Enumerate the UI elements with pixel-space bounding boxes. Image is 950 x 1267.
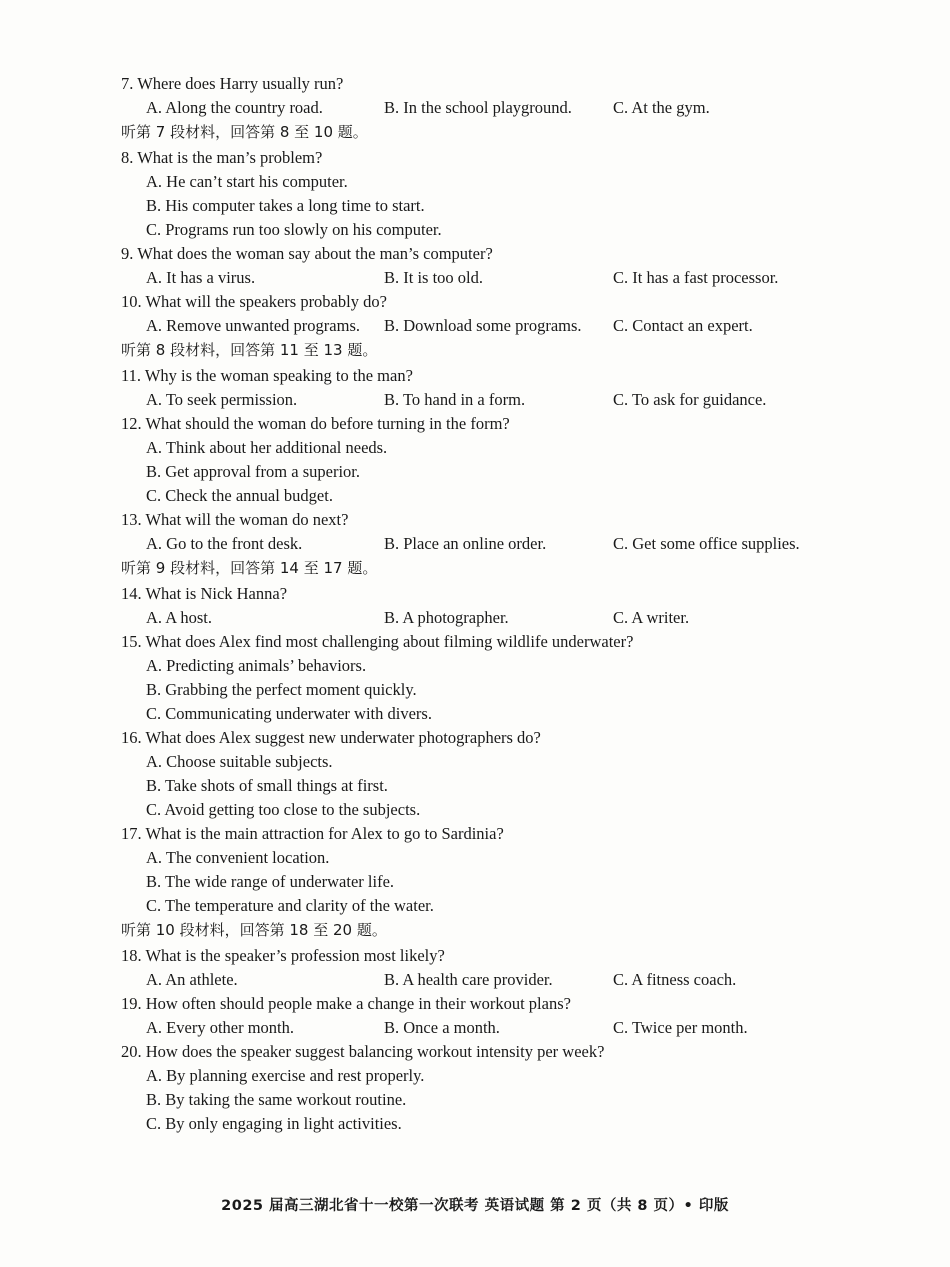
question-11-options	[0, 388, 950, 412]
option-a: A. Predicting animals’ behaviors.	[146, 656, 367, 675]
option-a: A. Think about her additional needs.	[146, 438, 388, 457]
question-13-options	[0, 532, 950, 556]
option-b: B. To hand in a form.	[384, 390, 526, 409]
question-12	[0, 412, 950, 436]
question-16-option-c	[0, 798, 950, 822]
section-header-7	[0, 120, 950, 144]
option-b: B. A health care provider.	[384, 970, 553, 989]
option-a: A. An athlete.	[146, 970, 238, 989]
option-b: B. It is too old.	[384, 268, 484, 287]
question-20-option-c	[0, 1112, 950, 1136]
question-18	[0, 944, 950, 968]
question-12-option-a	[0, 436, 950, 460]
question-16	[0, 726, 950, 750]
question-13	[0, 508, 950, 532]
option-a: A. Go to the front desk.	[146, 534, 303, 553]
option-c: C. A writer.	[613, 608, 690, 627]
option-c: C. At the gym.	[613, 98, 710, 117]
option-b: B. In the school playground.	[384, 98, 572, 117]
question-14	[0, 582, 950, 606]
question-stem: 19. How often should people make a change in their workout plans?	[121, 994, 571, 1013]
option-b: B. Download some programs.	[384, 316, 582, 335]
option-a: A. It has a virus.	[146, 268, 256, 287]
option-c: C. Communicating underwater with divers.	[146, 704, 432, 723]
section-header-text: 听第 8 段材料，回答第 11 至 13 题。	[121, 341, 378, 359]
page-footer: 2025 届高三湖北省十一校第一次联考 英语试题 第 2 页（共 8 页）• 印版	[221, 1198, 729, 1214]
question-stem: 14. What is Nick Hanna?	[121, 584, 288, 603]
section-header-10	[0, 918, 950, 942]
section-header-text: 听第 7 段材料，回答第 8 至 10 题。	[121, 123, 368, 141]
question-8-option-c	[0, 218, 950, 242]
option-a: A. Every other month.	[146, 1018, 295, 1037]
question-9-options	[0, 266, 950, 290]
option-a: A. Choose suitable subjects.	[146, 752, 333, 771]
question-12-option-c	[0, 484, 950, 508]
option-c: C. Check the annual budget.	[146, 486, 333, 505]
option-b: B. By taking the same workout routine.	[146, 1090, 407, 1109]
question-18-options	[0, 968, 950, 992]
option-c: C. Get some office supplies.	[613, 534, 800, 553]
question-10-options	[0, 314, 950, 338]
question-15-option-b	[0, 678, 950, 702]
option-c: C. Twice per month.	[613, 1018, 748, 1037]
option-c: C. Programs run too slowly on his computer.	[146, 220, 442, 239]
option-c: C. To ask for guidance.	[613, 390, 767, 409]
option-b: B. Get approval from a superior.	[146, 462, 360, 481]
question-17	[0, 822, 950, 846]
question-stem: 15. What does Alex find most challenging about filming wildlife underwater?	[121, 632, 634, 651]
question-15-option-a	[0, 654, 950, 678]
option-c: C. The temperature and clarity of the water.	[146, 896, 434, 915]
question-stem: 10. What will the speakers probably do?	[121, 292, 387, 311]
question-17-option-a	[0, 846, 950, 870]
question-19-options	[0, 1016, 950, 1040]
section-header-text: 听第 10 段材料，回答第 18 至 20 题。	[121, 921, 387, 939]
option-a: A. By planning exercise and rest properly.	[146, 1066, 425, 1085]
section-header-9	[0, 556, 950, 580]
option-b: B. His computer takes a long time to start.	[146, 196, 425, 215]
question-14-options	[0, 606, 950, 630]
question-20-option-b	[0, 1088, 950, 1112]
question-7-options	[0, 96, 950, 120]
question-19	[0, 992, 950, 1016]
option-a: A. Along the country road.	[146, 98, 323, 117]
question-8-option-b	[0, 194, 950, 218]
question-stem: 20. How does the speaker suggest balancing workout intensity per week?	[121, 1042, 605, 1061]
option-c: C. It has a fast processor.	[613, 268, 779, 287]
question-stem: 13. What will the woman do next?	[121, 510, 349, 529]
question-stem: 8. What is the man’s problem?	[121, 148, 323, 167]
option-c: C. Contact an expert.	[613, 316, 753, 335]
option-a: A. He can’t start his computer.	[146, 172, 348, 191]
option-b: B. The wide range of underwater life.	[146, 872, 395, 891]
question-12-option-b	[0, 460, 950, 484]
question-20-option-a	[0, 1064, 950, 1088]
question-16-option-b	[0, 774, 950, 798]
option-b: B. Place an online order.	[384, 534, 547, 553]
question-stem: 17. What is the main attraction for Alex to go to Sardinia?	[121, 824, 504, 843]
question-10	[0, 290, 950, 314]
option-c: C. A fitness coach.	[613, 970, 737, 989]
question-stem: 9. What does the woman say about the man’s computer?	[121, 244, 493, 263]
option-b: B. Take shots of small things at first.	[146, 776, 388, 795]
question-stem: 7. Where does Harry usually run?	[121, 74, 344, 93]
option-c: C. By only engaging in light activities.	[146, 1114, 402, 1133]
question-stem: 12. What should the woman do before turning in the form?	[121, 414, 510, 433]
question-9	[0, 242, 950, 266]
question-11	[0, 364, 950, 388]
question-16-option-a	[0, 750, 950, 774]
option-a: A. The convenient location.	[146, 848, 330, 867]
question-20	[0, 1040, 950, 1064]
option-b: B. Grabbing the perfect moment quickly.	[146, 680, 417, 699]
question-stem: 11. Why is the woman speaking to the man?	[121, 366, 413, 385]
section-header-text: 听第 9 段材料，回答第 14 至 17 题。	[121, 559, 378, 577]
question-8-option-a	[0, 170, 950, 194]
question-17-option-b	[0, 870, 950, 894]
question-17-option-c	[0, 894, 950, 918]
option-a: A. To seek permission.	[146, 390, 298, 409]
question-15	[0, 630, 950, 654]
question-stem: 16. What does Alex suggest new underwater photographers do?	[121, 728, 541, 747]
question-7	[0, 72, 950, 96]
option-b: B. Once a month.	[384, 1018, 500, 1037]
option-b: B. A photographer.	[384, 608, 509, 627]
option-a: A. Remove unwanted programs.	[146, 316, 360, 335]
question-8	[0, 146, 950, 170]
question-15-option-c	[0, 702, 950, 726]
option-c: C. Avoid getting too close to the subjects.	[146, 800, 421, 819]
option-a: A. A host.	[146, 608, 213, 627]
question-stem: 18. What is the speaker’s profession most likely?	[121, 946, 445, 965]
section-header-8	[0, 338, 950, 362]
